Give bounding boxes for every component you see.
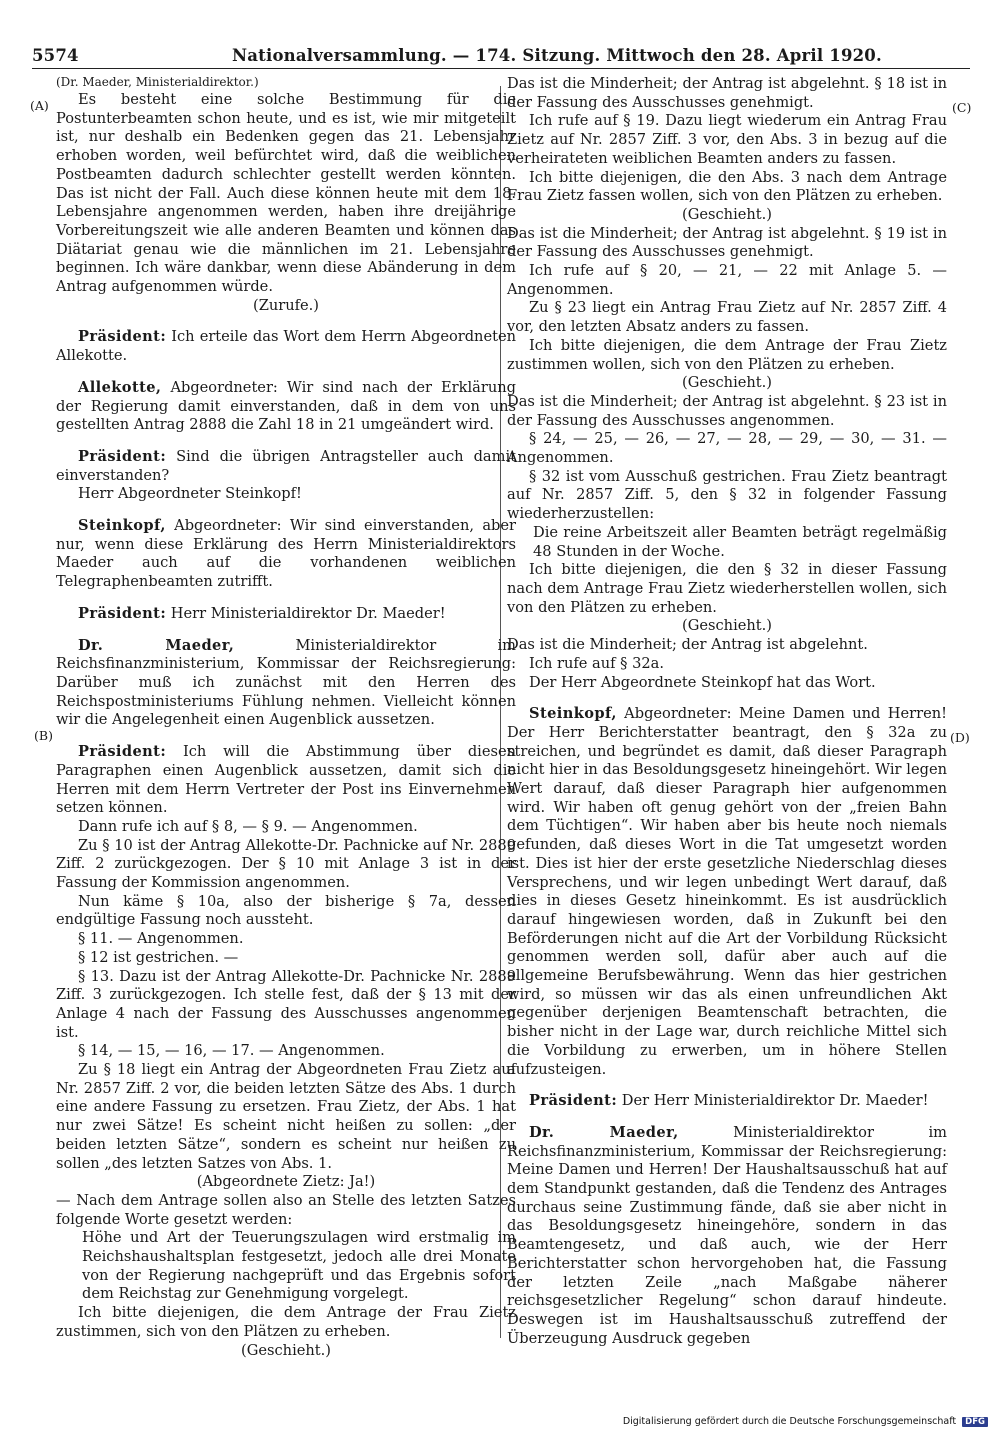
paragraph: Steinkopf, Abgeordneter: Wir sind einverstanden, aber nur, wenn diese Erklärung des Herrn Ministerialdirektors Maeder auch auf die vorhandenen weiblichen Telegraphenbeamten zutrifft.: [56, 517, 516, 591]
paragraph: Präsident: Ich will die Abstimmung über diesen Paragraphen einen Augenblick aussetzen, damit sich die Herren mit dem Herrn Vertreter der Post ins Einvernehmen setzen können.: [56, 743, 516, 817]
margin-mark-d: (D): [950, 730, 970, 745]
speaker-name: Präsident:: [529, 1092, 618, 1110]
paragraph: Es besteht eine solche Bestimmung für die Postunterbeamten schon heute, und es ist, wie mir mitgeteilt ist, nur deshalb ein Bedenken gegen das 21. Lebensjahr erhoben worden, weil befürchtet wird, daß die weiblichen Postbeamten dadurch schlechter gestellt werden könnten. Das ist nicht der Fall. Auch diese können heute mit dem 18. Lebensjahre angenommen werden, haben ihre dreijährige Vorbereitungszeit wie alle anderen Beamten und können das Diätariat genau wie die männlichen im 21. Lebensjahre beginnen. Ich wäre dankbar, wenn diese Abänderung in dem Antrag aufgenommen würde.: [56, 91, 516, 296]
speaker-name: Dr. Maeder,: [78, 636, 235, 654]
paragraph: Das ist die Minderheit; der Antrag ist abgelehnt.: [507, 636, 868, 654]
paragraph: Allekotte, Abgeordneter: Wir sind nach der Erklärung der Regierung damit einverstanden, daß in dem von uns gestellten Antrag 2888 die Zahl 18 in 21 umgeändert wird.: [56, 378, 516, 434]
paragraph: Zu § 23 liegt ein Antrag Frau Zietz auf Nr. 2857 Ziff. 4 vor, den letzten Absatz anders zu fassen.: [507, 299, 947, 336]
paragraph: § 11. — Angenommen.: [78, 930, 244, 948]
dfg-logo: DFG: [962, 1417, 988, 1427]
interjection: (Geschieht.): [682, 205, 772, 223]
paragraph: Dr. Maeder, Ministerialdirektor im Reichsfinanzministerium, Kommissar der Reichsregierung: Meine Damen und Herren! Der Haushaltsausschuß hat auf dem Standpunkt gestanden, daß die Tendenz des Antrages durchaus seine Zustimmung fände, daß sie aber nicht in das Besoldungsgesetz hineingehöre, sondern in das Beamtengesetz, und daß auch, wie der Herr Berichterstatter schon hervorgehoben hat, die Fassung der letzten Zeile „nach Maßgabe näherer reichsgesetzlicher Regelung“ schon darauf hindeute. Deswegen ist im Haushaltsausschuß zutreffend der Überzeugung Ausdruck gegeben: [507, 1123, 947, 1347]
paragraph: Herr Abgeordneter Steinkopf!: [78, 485, 302, 503]
paragraph: Das ist die Minderheit; der Antrag ist abgelehnt. § 23 ist in der Fassung des Ausschusses angenommen.: [507, 392, 947, 429]
paragraph: Zu § 10 ist der Antrag Allekotte-Dr. Pachnicke auf Nr. 2889 Ziff. 2 zurückgezogen. Der § 10 mit Anlage 3 ist in der Fassung der Kommission angenommen.: [56, 836, 516, 892]
paragraph: Ich bitte diejenigen, die den § 32 in dieser Fassung nach dem Antrage Frau Zietz wiederherstellen wollen, sich von den Plätzen zu erheben.: [507, 561, 947, 616]
paragraph: Ich bitte diejenigen, die dem Antrage der Frau Zietz zustimmen wollen, sich von den Plätzen zu erheben.: [507, 336, 947, 373]
paragraph: Ich rufe auf § 20, — 21, — 22 mit Anlage 5. — Angenommen.: [507, 262, 947, 298]
paragraph: Nun käme § 10a, also der bisherige § 7a, dessen endgültige Fassung noch aussteht.: [56, 892, 516, 929]
paragraph: Der Herr Abgeordnete Steinkopf hat das Wort.: [529, 673, 876, 691]
paragraph: Ich bitte diejenigen, die dem Antrage der Frau Zietz zustimmen, sich von den Plätzen zu erheben.: [56, 1304, 516, 1340]
speaker-name: Präsident:: [78, 447, 167, 465]
paragraph: Zu § 18 liegt ein Antrag der Abgeordneten Frau Zietz auf Nr. 2857 Ziff. 2 vor, die beiden letzten Sätze des Abs. 1 durch eine andere Fassung zu ersetzen. Frau Zietz, der Abs. 1 hat nur zwei Sätze! Es scheint nicht heißen zu sollen: „der beiden letzten Sätze“, sondern es scheint nur heißen zu sollen „des letzten Satzes von Abs. 1.: [56, 1061, 516, 1172]
page-header: [32, 44, 970, 69]
interjection: (Geschieht.): [682, 617, 772, 635]
paragraph: Dr. Maeder, Ministerialdirektor im Reichsfinanzministerium, Kommissar der Reichsregierung: Darüber muß ich zunächst mit den Herren des Reichspostministeriums Fühlung nehmen. Vielleicht können wir die Angelegenheit einen Augenblick aussetzen.: [56, 636, 516, 729]
paragraph: Ich rufe auf § 32a.: [529, 654, 665, 672]
speaker-name: Allekotte,: [78, 378, 162, 396]
interjection: (Geschieht.): [241, 1341, 331, 1359]
interjection: (Abgeordnete Zietz: Ja!): [196, 1173, 376, 1191]
paragraph: Das ist die Minderheit; der Antrag ist abgelehnt. § 19 ist in der Fassung des Ausschusses genehmigt.: [507, 224, 947, 261]
speaker-name: Steinkopf,: [78, 517, 166, 535]
page-title: Nationalversammlung. — 174. Sitzung. Mittwoch den 28. April 1920.: [232, 46, 882, 65]
speaker-name: Präsident:: [78, 743, 167, 761]
paragraph: § 32 ist vom Ausschuß gestrichen. Frau Zietz beantragt auf Nr. 2857 Ziff. 5, den § 32 in folgender Fassung wiederherzustellen:: [507, 467, 947, 523]
paragraph: Präsident: Sind die übrigen Antragsteller auch damit einverstanden?: [56, 447, 516, 484]
digitization-credit: [623, 1416, 988, 1427]
paragraph: Präsident: Ich erteile das Wort dem Herrn Abgeordneten Allekotte.: [56, 328, 516, 365]
margin-mark-a: (A): [30, 98, 49, 113]
quoted-text: Die reine Arbeitszeit aller Beamten beträgt regelmäßig 48 Stunden in der Woche.: [533, 523, 947, 560]
margin-mark-b: (B): [34, 728, 53, 743]
paragraph: Präsident: Der Herr Ministerialdirektor Dr. Maeder!: [529, 1092, 929, 1110]
page-number: 5574: [32, 46, 79, 65]
paragraph: § 12 ist gestrichen. —: [78, 948, 239, 966]
speaker-name: Präsident:: [78, 328, 167, 346]
paragraph: § 13. Dazu ist der Antrag Allekotte-Dr. Pachnicke Nr. 2889 Ziff. 3 zurückgezogen. Ich stelle fest, daß der § 13 mit der Anlage 4 nach der Fassung des Ausschusses angenommen ist.: [56, 967, 516, 1041]
paragraph: § 14, — 15, — 16, — 17. — Angenommen.: [78, 1042, 385, 1060]
interjection: (Zurufe.): [253, 296, 319, 314]
quoted-text: Höhe und Art der Teuerungszulagen wird erstmalig im Reichshaushaltsplan festgesetzt, jedoch alle drei Monate von der Regierung nachgeprüft und das Ergebnis sofort dem Reichstag zur Genehmigung vorgelegt.: [82, 1229, 516, 1303]
speaker-name: Steinkopf,: [529, 705, 617, 723]
interjection: (Geschieht.): [682, 374, 772, 392]
paragraph: Steinkopf, Abgeordneter: Meine Damen und Herren! Der Herr Berichterstatter beantragt, den § 32a zu streichen, und begründet es damit, daß dieser Paragraph nicht hier in das Besoldungsgesetz hineingehört. Wir legen Wert darauf, daß dieser Paragraph hier aufgenommen wird. Wir haben oft genug gehört von der „freien Bahn dem Tüchtigen“. Wir haben aber bis heute noch niemals gefunden, daß dieses Wort in die Tat umgesetzt worden ist. Dies ist hier der erste gesetzliche Niederschlag dieses Versprechens, und wir legen unbedingt Wert darauf, daß dies in dieses Gesetz hineinkommt. Es ist ausdrücklich darauf hingewiesen worden, daß in Zukunft bei den Beförderungen nicht auf die Art der Vorbildung Rücksicht genommen werden soll, dafür aber auch auf die allgemeine Berufsbewährung. Wenn das hier gestrichen wird, so müssen wir das als einen unfreundlichen Akt gegenüber derjenigen Beamtenschaft betrachten, die bisher nicht in der Lage war, durch reichliche Mittel sich die Vorbildung zu erwerben, um in höhere Stellen aufzusteigen.: [507, 705, 947, 1078]
paragraph: Dann rufe ich auf § 8, — § 9. — Angenommen.: [78, 817, 418, 835]
paragraph: Ich rufe auf § 19. Dazu liegt wiederum ein Antrag Frau Zietz auf Nr. 2857 Ziff. 3 vor, den Abs. 3 in bezug auf die verheirateten weiblichen Beamten anders zu fassen.: [507, 112, 947, 167]
speaker-name: Präsident:: [78, 604, 167, 622]
margin-mark-c: (C): [952, 100, 972, 115]
paragraph: Das ist die Minderheit; der Antrag ist abgelehnt. § 18 ist in der Fassung des Ausschusses genehmigt.: [507, 75, 947, 111]
paragraph: Präsident: Herr Ministerialdirektor Dr. Maeder!: [78, 604, 446, 622]
right-column: [507, 75, 947, 1348]
credit-text: Digitalisierung gefördert durch die Deutsche Forschungsgemeinschaft: [622, 1416, 957, 1427]
left-column: [56, 75, 516, 1360]
paragraph: Ich bitte diejenigen, die den Abs. 3 nach dem Antrage Frau Zietz fassen wollen, sich von den Plätzen zu erheben.: [507, 168, 947, 205]
paragraph: — Nach dem Antrage sollen also an Stelle des letzten Satzes folgende Worte gesetzt werden:: [56, 1191, 516, 1228]
speaker-name: Dr. Maeder,: [529, 1123, 679, 1141]
running-speaker: (Dr. Maeder, Ministerialdirektor.): [56, 75, 259, 89]
paragraph: § 24, — 25, — 26, — 27, — 28, — 29, — 30, — 31. — Angenommen.: [507, 430, 947, 467]
